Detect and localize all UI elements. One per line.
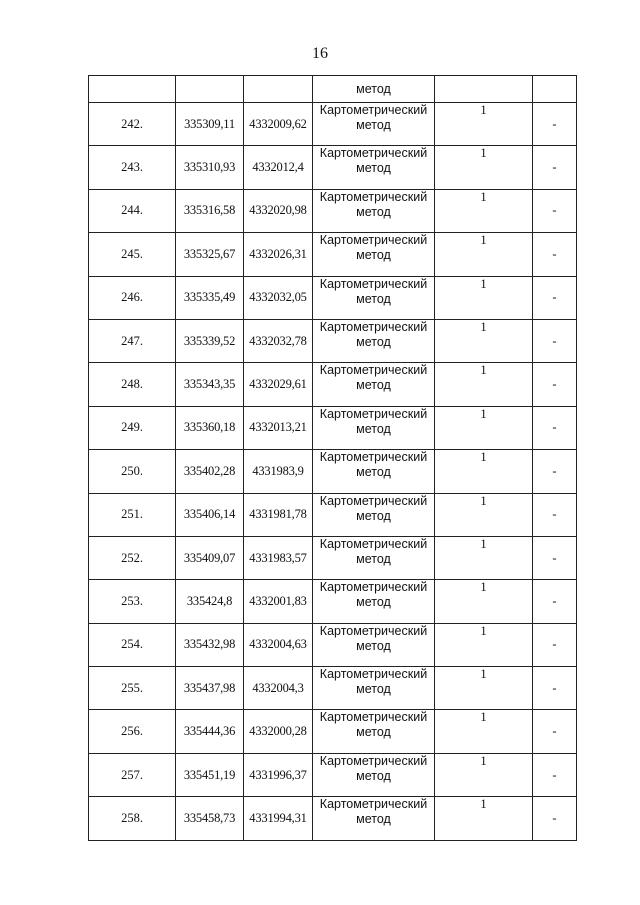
method-line-2: метод bbox=[356, 118, 391, 132]
coord-x: 335335,49 bbox=[176, 276, 244, 319]
table-row bbox=[89, 233, 577, 276]
method-line-2: метод bbox=[356, 768, 391, 783]
method-line-2: метод bbox=[356, 248, 391, 263]
method-cell bbox=[313, 710, 435, 753]
coordinates-table bbox=[88, 75, 577, 841]
point-number: 258. bbox=[89, 797, 176, 840]
coord-y: 4332032,78 bbox=[244, 319, 313, 362]
point-number: 253. bbox=[89, 580, 176, 623]
continuation-x-cell bbox=[176, 76, 244, 103]
note-cell: - bbox=[533, 406, 577, 449]
accuracy-cell: 1 bbox=[435, 710, 533, 753]
point-number: 257. bbox=[89, 753, 176, 796]
method-line-1: Картометрический bbox=[319, 406, 428, 421]
coord-y: 4332026,31 bbox=[244, 233, 313, 276]
method-line-2: метод bbox=[356, 291, 391, 306]
table-row bbox=[89, 319, 577, 362]
coord-y: 4332001,83 bbox=[244, 580, 313, 623]
accuracy-cell: 1 bbox=[435, 450, 533, 493]
table-row bbox=[89, 189, 577, 232]
continuation-note-cell bbox=[533, 76, 577, 103]
method-line-1: Картометрический bbox=[319, 103, 428, 117]
note-cell: - bbox=[533, 580, 577, 623]
coord-x: 335309,11 bbox=[176, 103, 244, 146]
note-cell: - bbox=[533, 450, 577, 493]
coord-x: 335458,73 bbox=[176, 797, 244, 840]
accuracy-cell: 1 bbox=[435, 493, 533, 536]
point-number: 254. bbox=[89, 623, 176, 666]
coord-x: 335360,18 bbox=[176, 406, 244, 449]
table-row bbox=[89, 667, 577, 710]
table-row bbox=[89, 363, 577, 406]
method-line-1: Картометрический bbox=[319, 667, 428, 682]
note-cell: - bbox=[533, 753, 577, 796]
method-cell bbox=[313, 189, 435, 232]
accuracy-cell: 1 bbox=[435, 580, 533, 623]
point-number: 250. bbox=[89, 450, 176, 493]
method-line-2: метод bbox=[356, 378, 391, 393]
coord-y: 4332020,98 bbox=[244, 189, 313, 232]
note-cell: - bbox=[533, 536, 577, 579]
note-cell: - bbox=[533, 276, 577, 319]
method-line-1: Картометрический bbox=[319, 623, 428, 638]
coord-y: 4331983,57 bbox=[244, 536, 313, 579]
method-cell bbox=[313, 233, 435, 276]
method-line-2: метод bbox=[356, 812, 391, 827]
accuracy-cell: 1 bbox=[435, 667, 533, 710]
accuracy-cell: 1 bbox=[435, 797, 533, 840]
accuracy-cell: 1 bbox=[435, 276, 533, 319]
method-line-2: метод bbox=[356, 421, 391, 436]
accuracy-cell: 1 bbox=[435, 536, 533, 579]
note-cell: - bbox=[533, 319, 577, 362]
coord-x: 335424,8 bbox=[176, 580, 244, 623]
accuracy-cell: 1 bbox=[435, 189, 533, 232]
accuracy-cell: 1 bbox=[435, 146, 533, 189]
coord-y: 4332009,62 bbox=[244, 103, 313, 146]
note-cell: - bbox=[533, 103, 577, 146]
table-row bbox=[89, 276, 577, 319]
method-line-1: Картометрический bbox=[319, 797, 428, 812]
note-cell: - bbox=[533, 667, 577, 710]
coord-x: 335316,58 bbox=[176, 189, 244, 232]
method-line-1: Картометрический bbox=[319, 363, 428, 378]
note-cell: - bbox=[533, 623, 577, 666]
coord-x: 335432,98 bbox=[176, 623, 244, 666]
note-cell: - bbox=[533, 189, 577, 232]
method-cell bbox=[313, 493, 435, 536]
accuracy-cell: 1 bbox=[435, 363, 533, 406]
method-line-2: метод bbox=[356, 725, 391, 740]
continuation-accuracy-cell bbox=[435, 76, 533, 103]
method-cell bbox=[313, 536, 435, 579]
table-row bbox=[89, 580, 577, 623]
method-line-1: Картометрический bbox=[319, 233, 428, 248]
method-line-2: метод bbox=[356, 161, 391, 176]
coord-x: 335310,93 bbox=[176, 146, 244, 189]
method-line-1: Картометрический bbox=[319, 753, 428, 768]
method-cell bbox=[313, 580, 435, 623]
table-row bbox=[89, 146, 577, 189]
method-cell bbox=[313, 276, 435, 319]
method-line-2: метод bbox=[356, 508, 391, 523]
coord-y: 4331981,78 bbox=[244, 493, 313, 536]
accuracy-cell: 1 bbox=[435, 103, 533, 146]
accuracy-cell: 1 bbox=[435, 233, 533, 276]
table-row bbox=[89, 493, 577, 536]
table-row bbox=[89, 710, 577, 753]
table-row bbox=[89, 753, 577, 796]
method-line-1: Картометрический bbox=[319, 710, 428, 725]
coord-y: 4332000,28 bbox=[244, 710, 313, 753]
point-number: 252. bbox=[89, 536, 176, 579]
note-cell: - bbox=[533, 797, 577, 840]
accuracy-cell: 1 bbox=[435, 753, 533, 796]
accuracy-cell: 1 bbox=[435, 623, 533, 666]
coord-y: 4332013,21 bbox=[244, 406, 313, 449]
note-cell: - bbox=[533, 493, 577, 536]
method-line-2: метод bbox=[356, 638, 391, 653]
method-cell bbox=[313, 363, 435, 406]
method-line-2: метод bbox=[356, 465, 391, 480]
method-line-1: Картометрический bbox=[319, 146, 428, 161]
method-cell bbox=[313, 450, 435, 493]
method-line-2: метод bbox=[356, 334, 391, 349]
point-number: 248. bbox=[89, 363, 176, 406]
point-number: 245. bbox=[89, 233, 176, 276]
coord-y: 4331996,37 bbox=[244, 753, 313, 796]
coord-y: 4332029,61 bbox=[244, 363, 313, 406]
coord-x: 335406,14 bbox=[176, 493, 244, 536]
table-row bbox=[89, 536, 577, 579]
method-line-2: метод bbox=[356, 682, 391, 697]
coord-x: 335451,19 bbox=[176, 753, 244, 796]
point-number: 243. bbox=[89, 146, 176, 189]
point-number: 251. bbox=[89, 493, 176, 536]
point-number: 242. bbox=[89, 103, 176, 146]
accuracy-cell: 1 bbox=[435, 319, 533, 362]
continuation-row bbox=[89, 76, 577, 103]
method-cell bbox=[313, 146, 435, 189]
coord-x: 335339,52 bbox=[176, 319, 244, 362]
coord-x: 335444,36 bbox=[176, 710, 244, 753]
method-cell bbox=[313, 319, 435, 362]
coord-x: 335437,98 bbox=[176, 667, 244, 710]
point-number: 256. bbox=[89, 710, 176, 753]
note-cell: - bbox=[533, 363, 577, 406]
note-cell: - bbox=[533, 233, 577, 276]
coord-x: 335325,67 bbox=[176, 233, 244, 276]
coord-y: 4332012,4 bbox=[244, 146, 313, 189]
table-row bbox=[89, 406, 577, 449]
method-line-2: метод bbox=[356, 595, 391, 610]
method-line-1: Картометрический bbox=[319, 580, 428, 595]
point-number: 249. bbox=[89, 406, 176, 449]
method-cell bbox=[313, 667, 435, 710]
table-row bbox=[89, 103, 577, 146]
point-number: 246. bbox=[89, 276, 176, 319]
point-number: 247. bbox=[89, 319, 176, 362]
method-cell bbox=[313, 797, 435, 840]
accuracy-cell: 1 bbox=[435, 406, 533, 449]
coord-y: 4331994,31 bbox=[244, 797, 313, 840]
method-cell bbox=[313, 406, 435, 449]
method-line-1: Картометрический bbox=[319, 493, 428, 508]
continuation-method-cell: метод bbox=[313, 76, 435, 103]
coord-x: 335402,28 bbox=[176, 450, 244, 493]
method-line-2: метод bbox=[356, 204, 391, 219]
coord-x: 335409,07 bbox=[176, 536, 244, 579]
coord-y: 4332032,05 bbox=[244, 276, 313, 319]
note-cell: - bbox=[533, 710, 577, 753]
point-number: 255. bbox=[89, 667, 176, 710]
method-line-1: Картометрический bbox=[319, 536, 428, 551]
method-line-1: Картометрический bbox=[319, 450, 428, 465]
coord-x: 335343,35 bbox=[176, 363, 244, 406]
method-line-1: Картометрический bbox=[319, 276, 428, 291]
table-row bbox=[89, 797, 577, 840]
method-line-1: Картометрический bbox=[319, 189, 428, 204]
point-number: 244. bbox=[89, 189, 176, 232]
method-line-1: Картометрический bbox=[319, 319, 428, 334]
continuation-y-cell bbox=[244, 76, 313, 103]
coord-y: 4331983,9 bbox=[244, 450, 313, 493]
coord-y: 4332004,3 bbox=[244, 667, 313, 710]
method-cell bbox=[313, 753, 435, 796]
continuation-num-cell bbox=[89, 76, 176, 103]
coord-y: 4332004,63 bbox=[244, 623, 313, 666]
method-line-2: метод bbox=[356, 551, 391, 566]
note-cell: - bbox=[533, 146, 577, 189]
method-cell bbox=[313, 103, 435, 146]
page-number: 16 bbox=[312, 45, 328, 62]
table-row bbox=[89, 450, 577, 493]
method-cell bbox=[313, 623, 435, 666]
table-row bbox=[89, 623, 577, 666]
